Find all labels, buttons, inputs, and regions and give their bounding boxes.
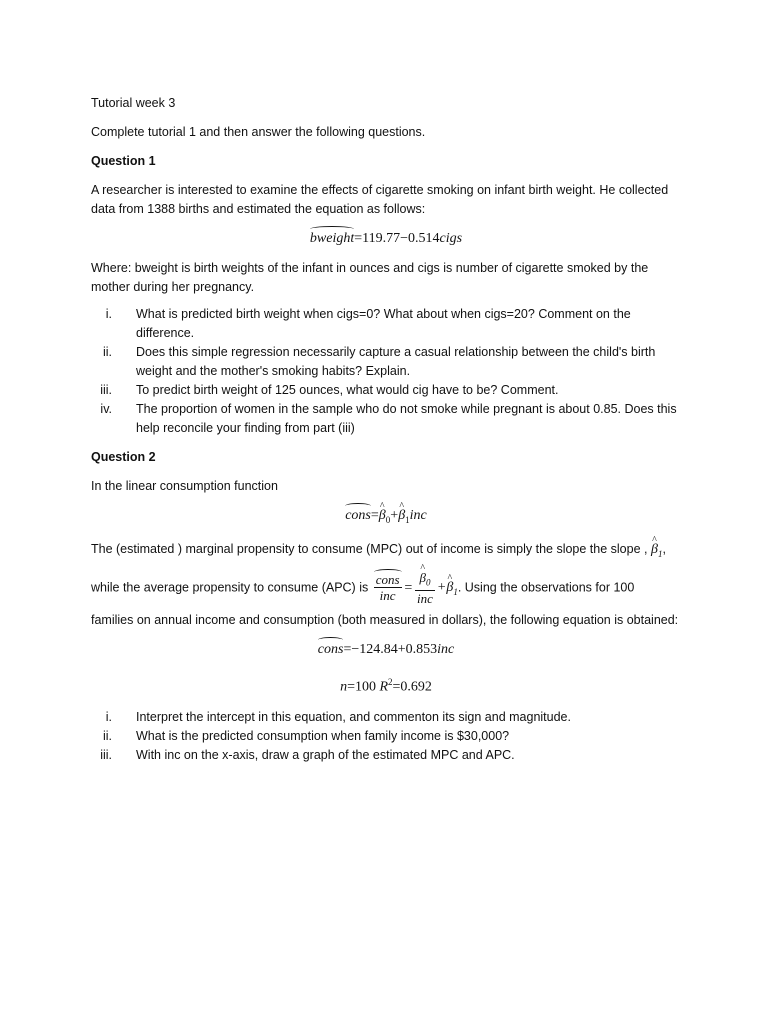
list-item: i. Interpret the intercept in this equation, and commenton its sign and magnitude.	[105, 709, 571, 724]
consumption-function-equation: cons=^ $\beta_0+\^{}$ $\beta_1inc$	[91, 506, 681, 530]
list-item: ii. Does this simple regression necessarily capture a casual relationship between the child's birth weight and the mother's smoking habits? Explain.	[102, 345, 656, 378]
intro-text: Complete tutorial 1 and then answer the following questions.	[91, 125, 426, 139]
bweight-hat-symbol: bweight	[310, 229, 354, 249]
question-1-definitions: Where: bweight is birth weights of the infant in ounces and cigs is number of cigarette smoked by the mother during her pregnancy.	[91, 261, 649, 294]
apc-fraction: $\frac{\text{cons}}{\text{inc}}$	[375, 572, 400, 604]
question-2-intro: In the linear consumption function	[91, 479, 278, 493]
question-1-list	[91, 305, 681, 438]
estimated-consumption-equation: cons=−124.84+0.853inc	[91, 640, 681, 660]
page-title: Tutorial week 3	[91, 96, 176, 110]
equation-rhs: =119.77−0.514	[354, 231, 440, 246]
list-item: iii. With inc on the x-axis, draw a graph of the estimated MPC and APC.	[100, 747, 515, 762]
list-item: iv. The proportion of women in the sample who do not smoke while pregnant is about 0.85. Does this help reconcile your finding from part (iii)	[100, 402, 677, 435]
mpc-paragraph: The (estimated ) marginal propensity to consume (MPC) out of income is simply the slope the slope , ^ $\beta_1$,	[91, 540, 681, 564]
list-item: i. What is predicted birth weight when cigs=0? What about when cigs=20? Comment on the difference.	[105, 307, 631, 340]
beta0-over-inc-fraction: ^ $\frac{\beta_0}{\text{inc}}$	[415, 570, 435, 607]
list-item: ii. What is the predicted consumption when family income is $30,000?	[102, 728, 510, 743]
list-item: iii. To predict birth weight of 125 ounces, what would cig have to be? Comment.	[100, 383, 559, 397]
question-2-heading: Question 2	[91, 450, 156, 464]
sample-stats-equation: n=100 $R^2=0.692$	[340, 676, 432, 695]
question-2-data-paragraph: families on annual income and consumption (both measured in dollars), the following equation is obtained:	[91, 612, 679, 627]
question-1-paragraph: A researcher is interested to examine the effects of cigarette smoking on infant birth weight. He collected data from 1388 births and estimated the equation as follows:	[91, 183, 669, 216]
question-1-heading: Question 1	[91, 154, 156, 168]
question-2-list	[91, 708, 681, 765]
birthweight-equation	[91, 229, 681, 249]
apc-paragraph: while the average propensity to consume (APC) is $\frac{\text{cons}}{\text{inc}}$ = ^ $\frac{\beta_0}{\text{inc}}$ +^ $\beta_1$. Using the observations for 100	[91, 570, 681, 609]
document-page	[91, 94, 681, 765]
equation-variable: cigs	[439, 231, 463, 246]
